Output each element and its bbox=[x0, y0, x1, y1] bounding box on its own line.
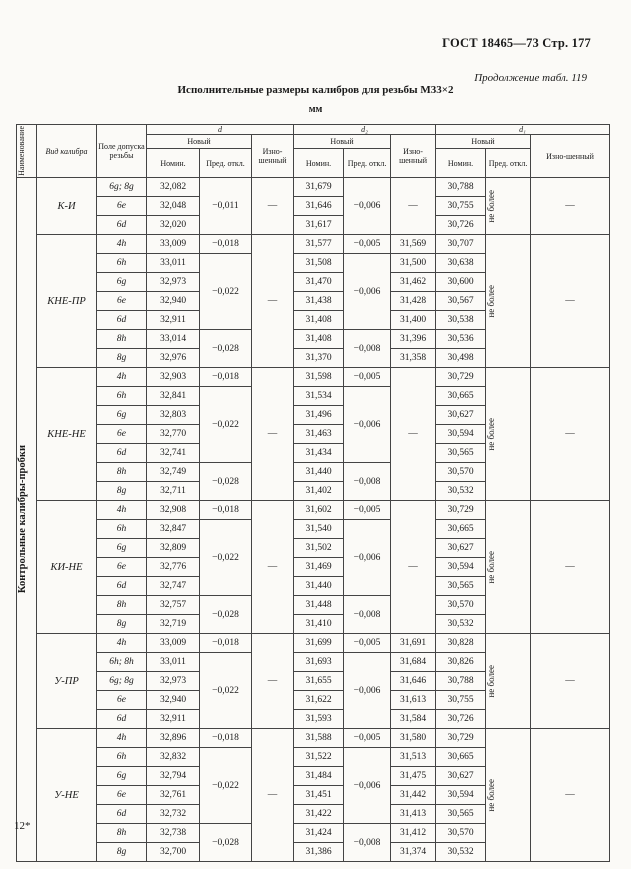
table-row bbox=[17, 501, 610, 520]
tolerance-cell: 4h bbox=[97, 634, 147, 653]
d2-nominal-cell: 31,508 bbox=[294, 254, 344, 273]
d2-nominal-cell: 31,463 bbox=[294, 425, 344, 444]
d2-dev-cell: −0,006 bbox=[344, 748, 391, 824]
d2-worn-cell: 31,400 bbox=[391, 311, 436, 330]
col-name: Наименование bbox=[17, 125, 37, 178]
d2-dev-cell: −0,005 bbox=[344, 368, 391, 387]
d1-nominal-cell: 30,538 bbox=[436, 311, 486, 330]
d1-dev-cell bbox=[486, 729, 531, 862]
d2-nominal-cell: 31,577 bbox=[294, 235, 344, 254]
d2-worn-cell: 31,513 bbox=[391, 748, 436, 767]
d1-nominal-cell: 30,594 bbox=[436, 558, 486, 577]
d-nominal-cell: 32,738 bbox=[147, 824, 200, 843]
page-header: ГОСТ 18465—73 Стр. 177 bbox=[442, 36, 591, 50]
d-nominal-cell: 32,847 bbox=[147, 520, 200, 539]
d1-nominal-cell: 30,532 bbox=[436, 615, 486, 634]
d2-nominal-cell: 31,622 bbox=[294, 691, 344, 710]
page-number: 12* bbox=[14, 820, 31, 832]
table-row bbox=[17, 634, 610, 653]
tolerance-cell: 6e bbox=[97, 292, 147, 311]
d2-nominal-cell: 31,448 bbox=[294, 596, 344, 615]
col-kind: Вид калибра bbox=[37, 125, 97, 178]
tolerance-cell: 6d bbox=[97, 444, 147, 463]
d2-nominal-cell: 31,440 bbox=[294, 577, 344, 596]
d2-nominal-cell: 31,534 bbox=[294, 387, 344, 406]
unit-label: мм bbox=[308, 104, 323, 115]
d2-worn-cell: 31,569 bbox=[391, 235, 436, 254]
d2-nominal-cell: 31,646 bbox=[294, 197, 344, 216]
group-label-text: Контрольные калибры-пробки bbox=[17, 445, 28, 594]
col-d2: d₂ bbox=[294, 125, 436, 135]
d2-nominal-cell: 31,655 bbox=[294, 672, 344, 691]
d2-nominal-cell: 31,602 bbox=[294, 501, 344, 520]
d2-dev-cell: −0,006 bbox=[344, 178, 391, 235]
d-nominal-cell: 32,082 bbox=[147, 178, 200, 197]
d2-worn-cell: 31,691 bbox=[391, 634, 436, 653]
d1-nominal-cell: 30,600 bbox=[436, 273, 486, 292]
d2-nominal-cell: 31,402 bbox=[294, 482, 344, 501]
d2-dev-cell: −0,006 bbox=[344, 254, 391, 330]
d-nominal-cell: 32,911 bbox=[147, 311, 200, 330]
d-nominal-cell: 32,911 bbox=[147, 710, 200, 729]
d2-dev-cell: −0,008 bbox=[344, 330, 391, 368]
d2-nominal-cell: 31,408 bbox=[294, 330, 344, 349]
d-nominal-cell: 32,020 bbox=[147, 216, 200, 235]
d2-nominal-cell: 31,593 bbox=[294, 710, 344, 729]
d1-worn-cell: — bbox=[531, 178, 610, 235]
d-worn-cell: — bbox=[252, 501, 294, 634]
d2-nominal-cell: 31,386 bbox=[294, 843, 344, 862]
d2-nominal-cell: 31,588 bbox=[294, 729, 344, 748]
d2-dev-cell: −0,008 bbox=[344, 463, 391, 501]
gauge-kind: КНЕ-НЕ bbox=[37, 368, 97, 501]
d-nominal-cell: 32,940 bbox=[147, 691, 200, 710]
d-dev-cell: −0,028 bbox=[200, 596, 252, 634]
d1-nominal-cell: 30,565 bbox=[436, 805, 486, 824]
d-dev-cell: −0,018 bbox=[200, 368, 252, 387]
d-nominal-cell: 33,014 bbox=[147, 330, 200, 349]
d1-nominal-cell: 30,665 bbox=[436, 520, 486, 539]
d1-dev-cell bbox=[486, 235, 531, 368]
d1-nominal-cell: 30,565 bbox=[436, 444, 486, 463]
d-nominal-cell: 32,903 bbox=[147, 368, 200, 387]
gauge-kind: КНЕ-ПР bbox=[37, 235, 97, 368]
tolerance-cell: 6d bbox=[97, 710, 147, 729]
d1-new: Новый bbox=[436, 135, 531, 149]
d2-nominal-cell: 31,451 bbox=[294, 786, 344, 805]
col-d: d bbox=[147, 125, 294, 135]
d1-nominal-cell: 30,594 bbox=[436, 786, 486, 805]
d-nominal-cell: 32,832 bbox=[147, 748, 200, 767]
table-row bbox=[17, 729, 610, 748]
d-nominal-cell: 32,700 bbox=[147, 843, 200, 862]
table-row bbox=[17, 235, 610, 254]
tolerance-cell: 6g; 8g bbox=[97, 178, 147, 197]
tolerance-cell: 8h bbox=[97, 330, 147, 349]
d1-nominal: Номин. bbox=[436, 149, 486, 178]
d2-worn-cell: 31,396 bbox=[391, 330, 436, 349]
gauge-table bbox=[16, 124, 610, 862]
d1-nominal-cell: 30,627 bbox=[436, 406, 486, 425]
table-row bbox=[17, 368, 610, 387]
tolerance-cell: 8h bbox=[97, 824, 147, 843]
d2-worn-cell: 31,358 bbox=[391, 349, 436, 368]
tolerance-cell: 8g bbox=[97, 349, 147, 368]
d-nominal-cell: 32,719 bbox=[147, 615, 200, 634]
tolerance-cell: 4h bbox=[97, 501, 147, 520]
d2-dev-cell: −0,006 bbox=[344, 387, 391, 463]
d2-worn: Изно-шенный bbox=[391, 135, 436, 178]
d1-nominal-cell: 30,726 bbox=[436, 216, 486, 235]
d2-nominal-cell: 31,469 bbox=[294, 558, 344, 577]
d1-nominal-cell: 30,726 bbox=[436, 710, 486, 729]
d1-dev: Пред. откл. bbox=[486, 149, 531, 178]
d1-nominal-cell: 30,570 bbox=[436, 596, 486, 615]
d2-nominal-cell: 31,699 bbox=[294, 634, 344, 653]
d2-worn-cell: 31,475 bbox=[391, 767, 436, 786]
d2-nominal-cell: 31,502 bbox=[294, 539, 344, 558]
gauge-kind: У-ПР bbox=[37, 634, 97, 729]
d-dev-cell: −0,011 bbox=[200, 178, 252, 235]
d-nominal-cell: 32,776 bbox=[147, 558, 200, 577]
d-nominal-cell: 32,770 bbox=[147, 425, 200, 444]
d1-nominal-cell: 30,729 bbox=[436, 368, 486, 387]
d1-nominal-cell: 30,729 bbox=[436, 729, 486, 748]
d-nominal-cell: 33,011 bbox=[147, 653, 200, 672]
d2-dev: Пред. откл. bbox=[344, 149, 391, 178]
d2-nominal-cell: 31,434 bbox=[294, 444, 344, 463]
d2-worn-cell: 31,580 bbox=[391, 729, 436, 748]
d2-nominal-cell: 31,693 bbox=[294, 653, 344, 672]
not-more-text: не более bbox=[486, 550, 497, 584]
table-body bbox=[17, 178, 610, 862]
d-nominal-cell: 32,048 bbox=[147, 197, 200, 216]
tolerance-cell: 6g bbox=[97, 767, 147, 786]
d2-worn-cell: 31,412 bbox=[391, 824, 436, 843]
d-nominal: Номин. bbox=[147, 149, 200, 178]
d-nominal-cell: 32,757 bbox=[147, 596, 200, 615]
d-nominal-cell: 32,749 bbox=[147, 463, 200, 482]
d-new: Новый bbox=[147, 135, 252, 149]
tolerance-cell: 6e bbox=[97, 197, 147, 216]
tolerance-cell: 4h bbox=[97, 729, 147, 748]
tolerance-cell: 8g bbox=[97, 615, 147, 634]
d2-dev-cell: −0,005 bbox=[344, 235, 391, 254]
d1-nominal-cell: 30,532 bbox=[436, 843, 486, 862]
d2-nominal-cell: 31,540 bbox=[294, 520, 344, 539]
d2-nominal-cell: 31,438 bbox=[294, 292, 344, 311]
tolerance-cell: 6g; 8g bbox=[97, 672, 147, 691]
d-nominal-cell: 32,711 bbox=[147, 482, 200, 501]
not-more-text: не более bbox=[486, 284, 497, 318]
d2-dev-cell: −0,006 bbox=[344, 520, 391, 596]
d2-worn-cell: — bbox=[391, 501, 436, 634]
d1-worn-cell: — bbox=[531, 368, 610, 501]
d-nominal-cell: 32,794 bbox=[147, 767, 200, 786]
d-nominal-cell: 32,803 bbox=[147, 406, 200, 425]
gauge-kind: КИ-НЕ bbox=[37, 501, 97, 634]
d1-nominal-cell: 30,627 bbox=[436, 539, 486, 558]
d-nominal-cell: 32,976 bbox=[147, 349, 200, 368]
d-worn-cell: — bbox=[252, 235, 294, 368]
tolerance-cell: 6g bbox=[97, 273, 147, 292]
d1-worn-cell: — bbox=[531, 729, 610, 862]
col-d1: d₁ bbox=[436, 125, 610, 135]
d-dev-cell: −0,018 bbox=[200, 501, 252, 520]
d2-worn-cell: 31,462 bbox=[391, 273, 436, 292]
d1-dev-cell bbox=[486, 634, 531, 729]
not-more-text: не более bbox=[486, 189, 497, 223]
d2-worn-cell: — bbox=[391, 178, 436, 235]
d1-nominal-cell: 30,532 bbox=[436, 482, 486, 501]
tolerance-cell: 6h bbox=[97, 387, 147, 406]
d2-dev-cell: −0,008 bbox=[344, 824, 391, 862]
d-dev-cell: −0,022 bbox=[200, 254, 252, 330]
d2-nominal-cell: 31,679 bbox=[294, 178, 344, 197]
d1-worn-cell: — bbox=[531, 634, 610, 729]
d-nominal-cell: 32,741 bbox=[147, 444, 200, 463]
d-worn-cell: — bbox=[252, 729, 294, 862]
tolerance-cell: 6d bbox=[97, 577, 147, 596]
d-nominal-cell: 32,896 bbox=[147, 729, 200, 748]
d2-worn-cell: 31,442 bbox=[391, 786, 436, 805]
d2-worn-cell: — bbox=[391, 368, 436, 501]
d1-nominal-cell: 30,665 bbox=[436, 748, 486, 767]
d-worn: Изно-шенный bbox=[252, 135, 294, 178]
d1-dev-cell bbox=[486, 368, 531, 501]
d-nominal-cell: 32,908 bbox=[147, 501, 200, 520]
d1-worn: Изно-шенный bbox=[531, 135, 610, 178]
d2-nominal-cell: 31,410 bbox=[294, 615, 344, 634]
tolerance-cell: 6d bbox=[97, 216, 147, 235]
tolerance-cell: 4h bbox=[97, 235, 147, 254]
d2-dev-cell: −0,005 bbox=[344, 729, 391, 748]
d-nominal-cell: 32,747 bbox=[147, 577, 200, 596]
d2-nominal-cell: 31,470 bbox=[294, 273, 344, 292]
d2-dev-cell: −0,008 bbox=[344, 596, 391, 634]
d1-nominal-cell: 30,788 bbox=[436, 672, 486, 691]
col-tolerance: Поле допуска резьбы bbox=[97, 125, 147, 178]
d2-dev-cell: −0,005 bbox=[344, 501, 391, 520]
tolerance-cell: 6h bbox=[97, 254, 147, 273]
tolerance-cell: 6d bbox=[97, 805, 147, 824]
d-nominal-cell: 32,761 bbox=[147, 786, 200, 805]
d1-nominal-cell: 30,594 bbox=[436, 425, 486, 444]
d-dev-cell: −0,028 bbox=[200, 463, 252, 501]
d-nominal-cell: 32,841 bbox=[147, 387, 200, 406]
d2-nominal-cell: 31,484 bbox=[294, 767, 344, 786]
d-dev-cell: −0,028 bbox=[200, 330, 252, 368]
d-nominal-cell: 32,973 bbox=[147, 672, 200, 691]
d2-nominal-cell: 31,617 bbox=[294, 216, 344, 235]
d2-nominal-cell: 31,440 bbox=[294, 463, 344, 482]
tolerance-cell: 6g bbox=[97, 539, 147, 558]
tolerance-cell: 6d bbox=[97, 311, 147, 330]
tolerance-cell: 6e bbox=[97, 425, 147, 444]
tolerance-cell: 6h; 8h bbox=[97, 653, 147, 672]
d1-worn-cell: — bbox=[531, 501, 610, 634]
d1-nominal-cell: 30,536 bbox=[436, 330, 486, 349]
d2-worn-cell: 31,413 bbox=[391, 805, 436, 824]
d-nominal-cell: 33,009 bbox=[147, 235, 200, 254]
d1-nominal-cell: 30,729 bbox=[436, 501, 486, 520]
d2-new: Новый bbox=[294, 135, 391, 149]
d1-dev-cell bbox=[486, 178, 531, 235]
d-dev-cell: −0,022 bbox=[200, 653, 252, 729]
d2-worn-cell: 31,374 bbox=[391, 843, 436, 862]
d1-nominal-cell: 30,828 bbox=[436, 634, 486, 653]
d-worn-cell: — bbox=[252, 634, 294, 729]
d2-nominal-cell: 31,496 bbox=[294, 406, 344, 425]
continuation-note: Продолжение табл. 119 bbox=[474, 72, 587, 84]
d-dev-cell: −0,018 bbox=[200, 634, 252, 653]
d2-worn-cell: 31,646 bbox=[391, 672, 436, 691]
d2-nominal-cell: 31,424 bbox=[294, 824, 344, 843]
d2-worn-cell: 31,428 bbox=[391, 292, 436, 311]
tolerance-cell: 6e bbox=[97, 786, 147, 805]
d-nominal-cell: 33,009 bbox=[147, 634, 200, 653]
d-dev-cell: −0,022 bbox=[200, 387, 252, 463]
d1-nominal-cell: 30,570 bbox=[436, 824, 486, 843]
d-nominal-cell: 32,732 bbox=[147, 805, 200, 824]
table-title: Исполнительные размеры калибров для резьбы М33×2 bbox=[177, 84, 454, 96]
d2-nominal-cell: 31,408 bbox=[294, 311, 344, 330]
d-dev-cell: −0,018 bbox=[200, 235, 252, 254]
d2-dev-cell: −0,006 bbox=[344, 653, 391, 729]
d-dev-cell: −0,018 bbox=[200, 729, 252, 748]
tolerance-cell: 8h bbox=[97, 463, 147, 482]
d2-nominal: Номин. bbox=[294, 149, 344, 178]
d2-worn-cell: 31,684 bbox=[391, 653, 436, 672]
d1-nominal-cell: 30,565 bbox=[436, 577, 486, 596]
d2-nominal-cell: 31,422 bbox=[294, 805, 344, 824]
d-nominal-cell: 32,809 bbox=[147, 539, 200, 558]
d-dev-cell: −0,028 bbox=[200, 824, 252, 862]
d-nominal-cell: 32,940 bbox=[147, 292, 200, 311]
d-dev-cell: −0,022 bbox=[200, 520, 252, 596]
d1-dev-cell bbox=[486, 501, 531, 634]
d-nominal-cell: 32,973 bbox=[147, 273, 200, 292]
table-row bbox=[17, 178, 610, 197]
not-more-text: не более bbox=[486, 664, 497, 698]
d1-nominal-cell: 30,570 bbox=[436, 463, 486, 482]
d1-nominal-cell: 30,826 bbox=[436, 653, 486, 672]
d-worn-cell: — bbox=[252, 368, 294, 501]
d2-worn-cell: 31,613 bbox=[391, 691, 436, 710]
d1-nominal-cell: 30,498 bbox=[436, 349, 486, 368]
tolerance-cell: 6e bbox=[97, 691, 147, 710]
d2-nominal-cell: 31,598 bbox=[294, 368, 344, 387]
d2-nominal-cell: 31,370 bbox=[294, 349, 344, 368]
tolerance-cell: 8g bbox=[97, 843, 147, 862]
tolerance-cell: 6h bbox=[97, 520, 147, 539]
d1-nominal-cell: 30,788 bbox=[436, 178, 486, 197]
gauge-kind: К-И bbox=[37, 178, 97, 235]
tolerance-cell: 6g bbox=[97, 406, 147, 425]
tolerance-cell: 6h bbox=[97, 748, 147, 767]
d2-nominal-cell: 31,522 bbox=[294, 748, 344, 767]
d1-nominal-cell: 30,707 bbox=[436, 235, 486, 254]
tolerance-cell: 6e bbox=[97, 558, 147, 577]
not-more-text: не более bbox=[486, 417, 497, 451]
d2-dev-cell: −0,005 bbox=[344, 634, 391, 653]
d1-nominal-cell: 30,627 bbox=[436, 767, 486, 786]
group-label bbox=[17, 178, 37, 862]
gauge-kind: У-НЕ bbox=[37, 729, 97, 862]
d1-nominal-cell: 30,755 bbox=[436, 197, 486, 216]
d-dev-cell: −0,022 bbox=[200, 748, 252, 824]
d-worn-cell: — bbox=[252, 178, 294, 235]
d1-nominal-cell: 30,567 bbox=[436, 292, 486, 311]
d-nominal-cell: 33,011 bbox=[147, 254, 200, 273]
d1-nominal-cell: 30,755 bbox=[436, 691, 486, 710]
d1-worn-cell: — bbox=[531, 235, 610, 368]
tolerance-cell: 8h bbox=[97, 596, 147, 615]
d-dev: Пред. откл. bbox=[200, 149, 252, 178]
tolerance-cell: 8g bbox=[97, 482, 147, 501]
d2-worn-cell: 31,584 bbox=[391, 710, 436, 729]
d2-worn-cell: 31,500 bbox=[391, 254, 436, 273]
not-more-text: не более bbox=[486, 778, 497, 812]
tolerance-cell: 4h bbox=[97, 368, 147, 387]
d1-nominal-cell: 30,665 bbox=[436, 387, 486, 406]
d1-nominal-cell: 30,638 bbox=[436, 254, 486, 273]
